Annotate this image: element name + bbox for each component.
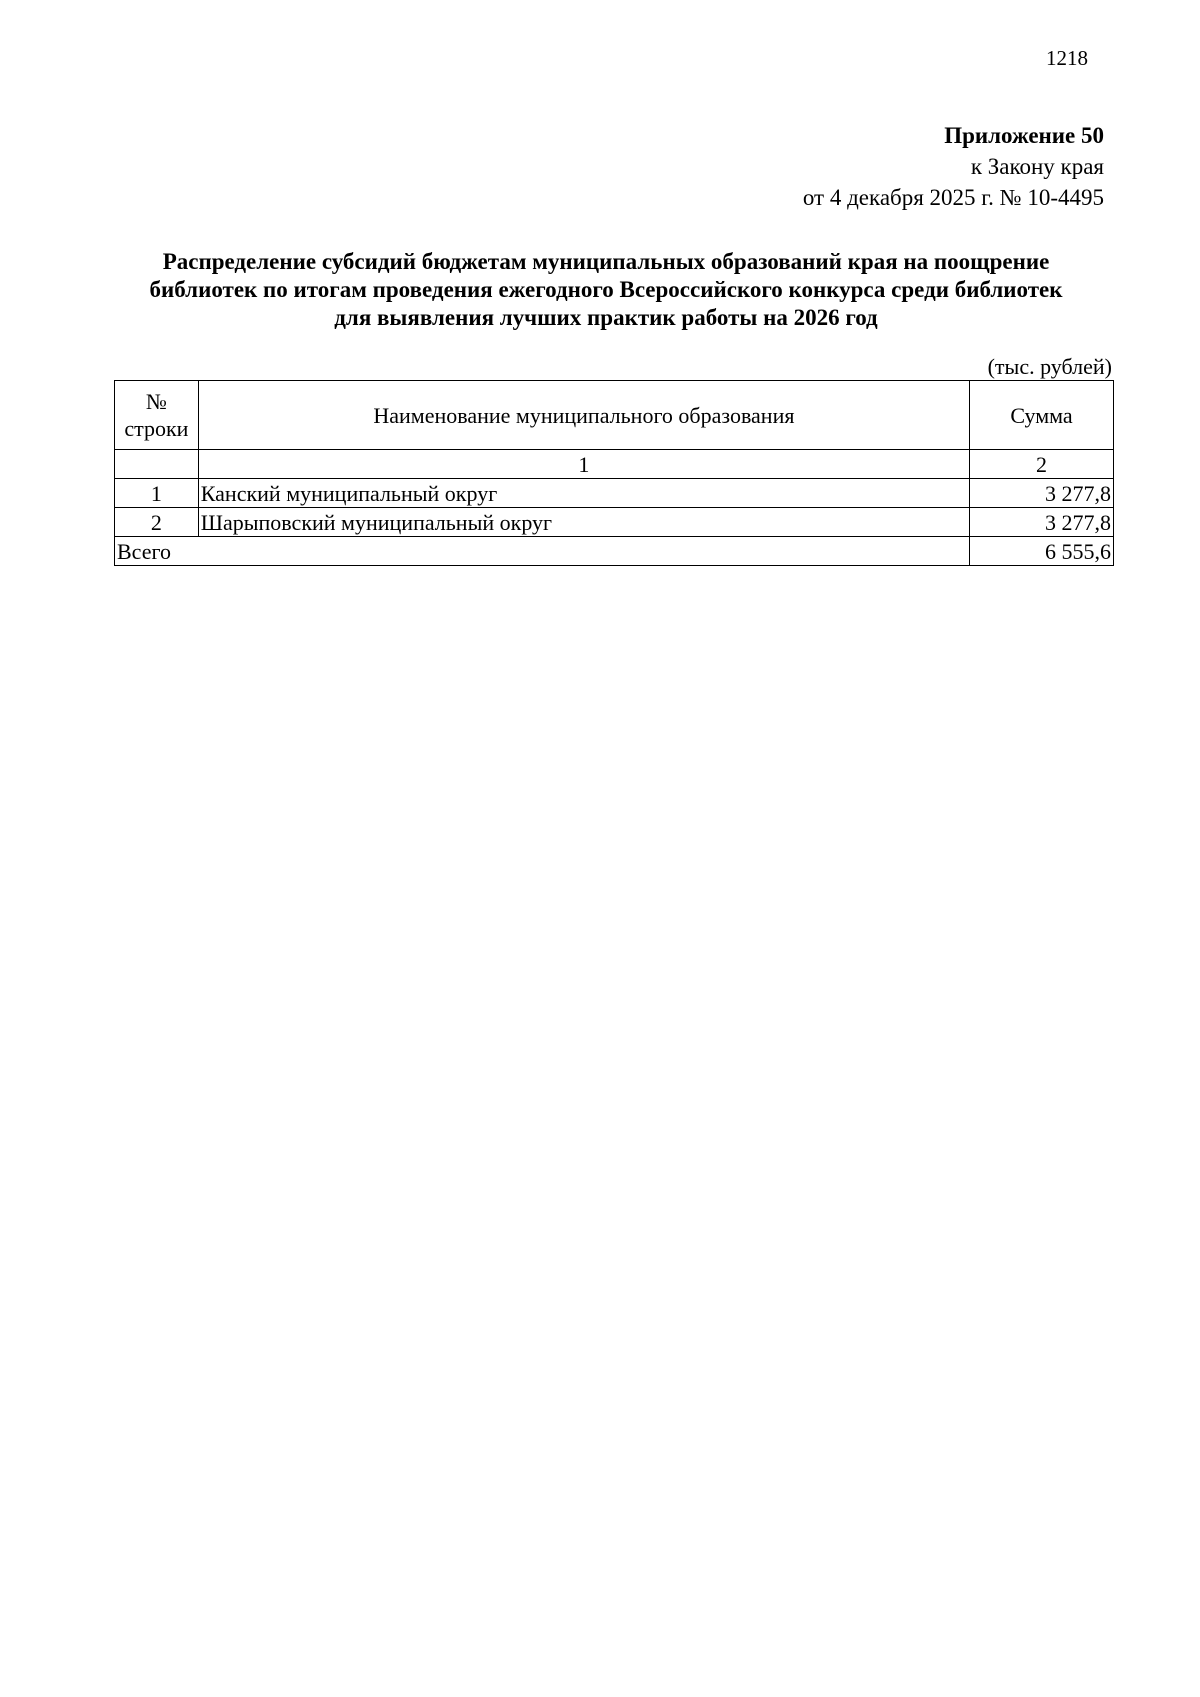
table-total-row (115, 537, 1114, 566)
document-title-line-1: Распределение субсидий бюджетам муниципальных образований края на поощрение (162, 249, 1050, 274)
appendix-date: от 4 декабря 2025 г. № 10-4495 (802, 185, 1104, 210)
table-header-row (115, 381, 1114, 450)
column-index-empty (115, 450, 199, 479)
units-label: (тыс. рублей) (987, 354, 1112, 379)
total-label: Всего (115, 537, 970, 566)
document-title (114, 248, 1098, 332)
column-index-name: 1 (198, 450, 969, 479)
header-row-number (115, 381, 199, 450)
total-sum: 6 555,6 (970, 537, 1114, 566)
document-title-line-2: библиотек по итогам проведения ежегодного Всероссийского конкурса среди библиотек (149, 277, 1063, 302)
row-number: 1 (115, 479, 199, 508)
row-municipality-name: Канский муниципальный округ (198, 479, 969, 508)
row-sum: 3 277,8 (970, 508, 1114, 537)
appendix-law-ref: к Закону края (970, 154, 1104, 179)
table-row (115, 479, 1114, 508)
table-row (115, 508, 1114, 537)
column-index-sum: 2 (970, 450, 1114, 479)
row-sum: 3 277,8 (970, 479, 1114, 508)
row-municipality-name: Шарыповский муниципальный округ (198, 508, 969, 537)
document-title-line-3: для выявления лучших практик работы на 2026 год (334, 305, 878, 330)
appendix-block (803, 120, 1104, 213)
header-sum: Сумма (970, 381, 1114, 450)
appendix-title: Приложение 50 (944, 123, 1104, 148)
header-number-symbol: № (145, 389, 167, 414)
subsidy-table (114, 380, 1114, 566)
row-number: 2 (115, 508, 199, 537)
table-column-index-row (115, 450, 1114, 479)
header-number-word: строки (124, 416, 189, 441)
page-number: 1218 (1046, 46, 1088, 70)
header-municipality-name: Наименование муниципального образования (198, 381, 969, 450)
